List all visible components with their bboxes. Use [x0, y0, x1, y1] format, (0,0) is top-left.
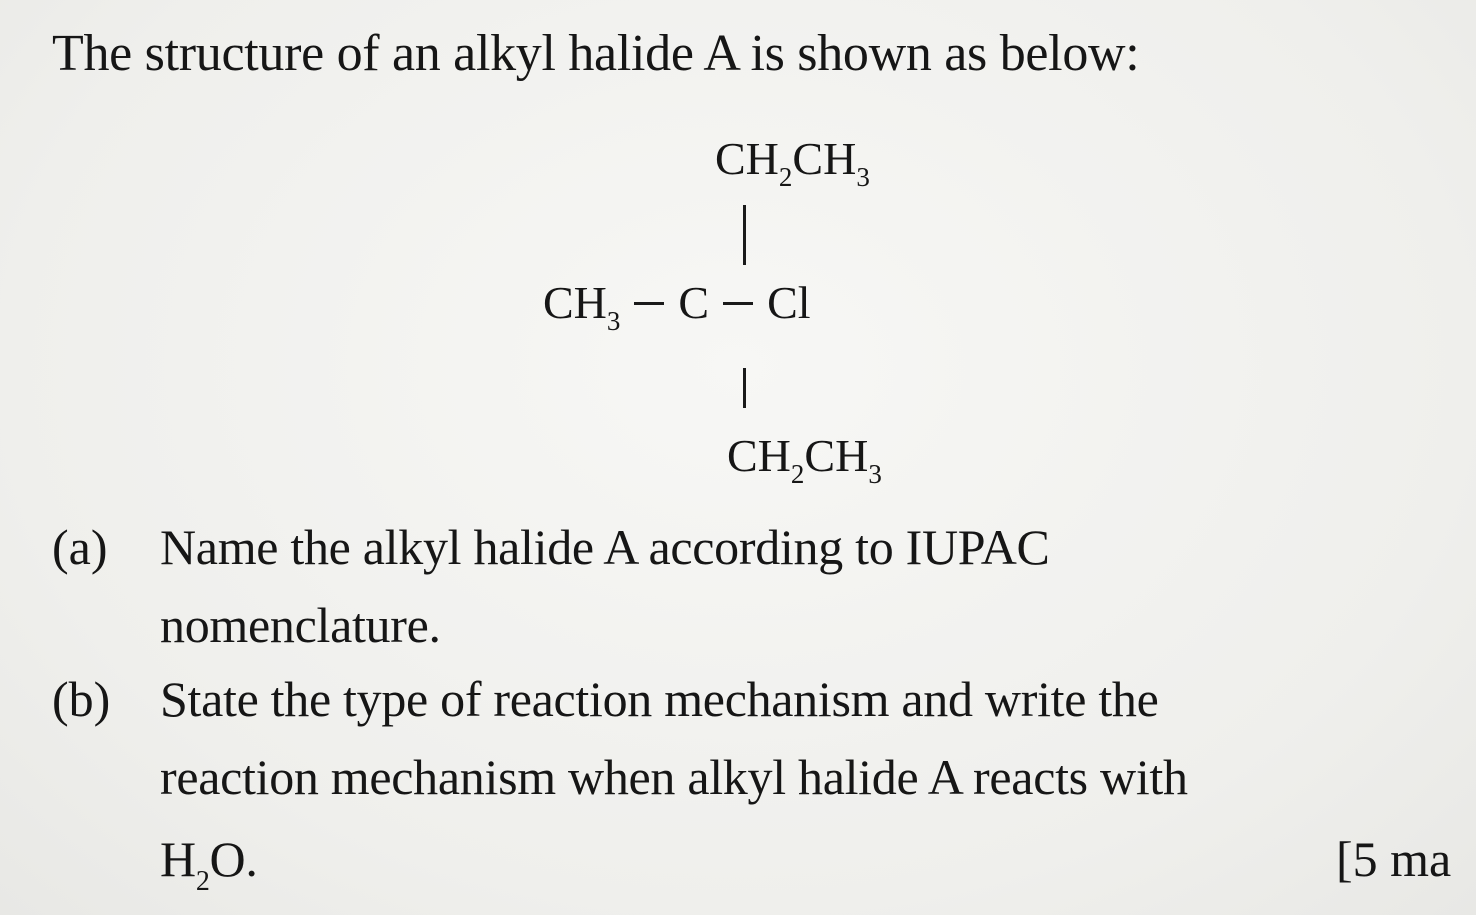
structure-center-carbon: C	[678, 277, 710, 328]
structure-bottom-ethyl-group: $CH_2CH_3$	[727, 430, 882, 489]
question-b-line2: reaction mechanism when alkyl halide A reacts with	[160, 749, 1188, 805]
structure-bond-bottom	[743, 368, 746, 408]
structure-bond-top	[743, 205, 746, 265]
structure-chlorine: Cl	[767, 277, 811, 328]
marks-indicator: [5 ma	[1336, 831, 1452, 887]
structure-bond-left	[634, 302, 664, 305]
structure-middle-row: $CH_3$ C Cl	[543, 277, 811, 336]
question-a-label: (a)	[52, 519, 108, 575]
question-b-label: (b)	[52, 671, 111, 727]
question-a-line1: Name the alkyl halide A according to IUPAC	[160, 519, 1050, 575]
question-a-line2: nomenclature.	[160, 597, 441, 653]
intro-text: The structure of an alkyl halide A is shown as below:	[52, 25, 1140, 82]
question-b-line1: State the type of reaction mechanism and write the	[160, 671, 1159, 727]
structure-top-ethyl-group: $CH_2CH_3$	[715, 133, 870, 192]
question-b-line3: $H_2O$.	[160, 831, 258, 897]
structure-bond-right	[723, 302, 753, 305]
